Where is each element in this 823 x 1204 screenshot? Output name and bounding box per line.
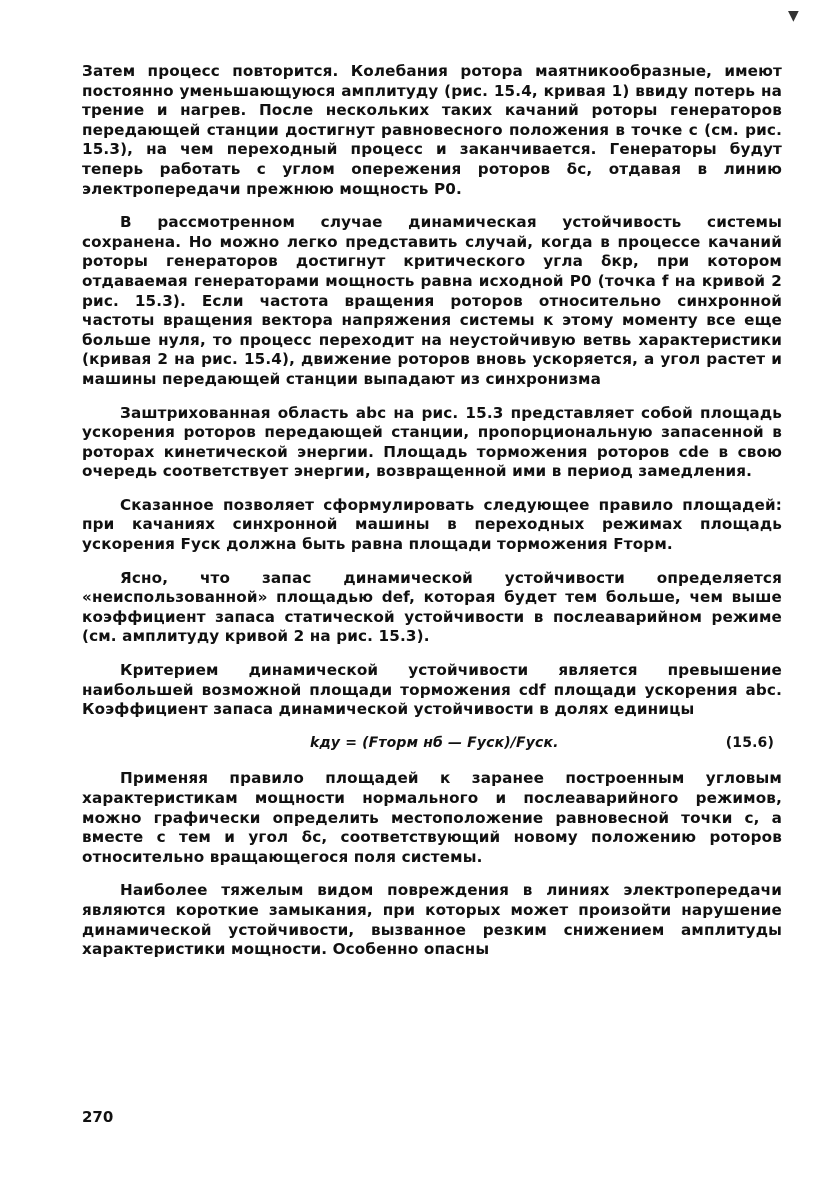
equation-number: (15.6) [725, 734, 774, 751]
body-text [82, 62, 782, 974]
formula-line [82, 734, 782, 754]
paragraph-4: Сказанное позволяет сформулировать следующее правило площадей: при качаниях синхронной машины в переходных режимах площадь ускорения Fуск должна быть равна площади торможения Fторм. [82, 495, 782, 554]
paragraph-1: Затем процесс повторится. Колебания ротора маятникообразные, имеют постоянно уменьшающуюся амплитуду (рис. 15.4, кривая 1) ввиду потерь на трение и нагрев. После нескольких таких качаний роторы генераторов передающей станции достигнут равновесного положения в точке с (см. рис. 15.3), на чем переходный процесс и заканчивается. Генераторы будут теперь работать с углом опережения роторов δс, отдавая в линию электропередачи прежнюю мощность P0. [82, 62, 782, 198]
paragraph-5: Ясно, что запас динамической устойчивости определяется «неиспользованной» площадью def, которая будет тем больше, чем выше коэффициент запаса статической устойчивости в послеаварийном режиме (см. амплитуду кривой 2 на рис. 15.3). [82, 568, 782, 646]
corner-mark: ▼ [788, 8, 799, 24]
paragraph-3: Заштрихованная область abc на рис. 15.3 представляет собой площадь ускорения роторов передающей станции, пропорциональную запасенной в роторах кинетической энергии. Площадь торможения роторов cde в свою очередь соответствует энергии, возвращенной ими в период замедления. [82, 403, 782, 481]
paragraph-7: Применяя правило площадей к заранее построенным угловым характеристикам мощности нормального и послеаварийного режимов, можно графически определить местоположение равновесной точки с, а вместе с тем и угол δс, соответствующий новому положению роторов относительно вращающегося поля системы. [82, 769, 782, 866]
page-number: 270 [82, 1108, 114, 1126]
paragraph-2: В рассмотренном случае динамическая устойчивость системы сохранена. Но можно легко представить случай, когда в процессе качаний роторы генераторов достигнут критического угла δкр, при котором отдаваемая генераторами мощность равна исходной P0 (точка f на кривой 2 рис. 15.3). Если частота вращения роторов относительно синхронной частоты вращения вектора напряжения системы к этому моменту все еще больше нуля, то процесс переходит на неустойчивую ветвь характеристики (кривая 2 на рис. 15.4), движение роторов вновь ускоряется, а угол растет и машины передающей станции выпадают из синхронизма [82, 213, 782, 388]
formula-expression: kду = (Fторм нб — Fуск)/Fуск. [310, 734, 559, 751]
paragraph-6: Критерием динамической устойчивости является превышение наибольшей возможной площади торможения cdf площади ускорения abc. Коэффициент запаса динамической устойчивости в долях единицы [82, 661, 782, 719]
paragraph-8: Наиболее тяжелым видом повреждения в линиях электропередачи являются короткие замыкания, при которых может произойти нарушение динамической устойчивости, вызванное резким снижением амплитуды характеристики мощности. Особенно опасны [82, 881, 782, 959]
